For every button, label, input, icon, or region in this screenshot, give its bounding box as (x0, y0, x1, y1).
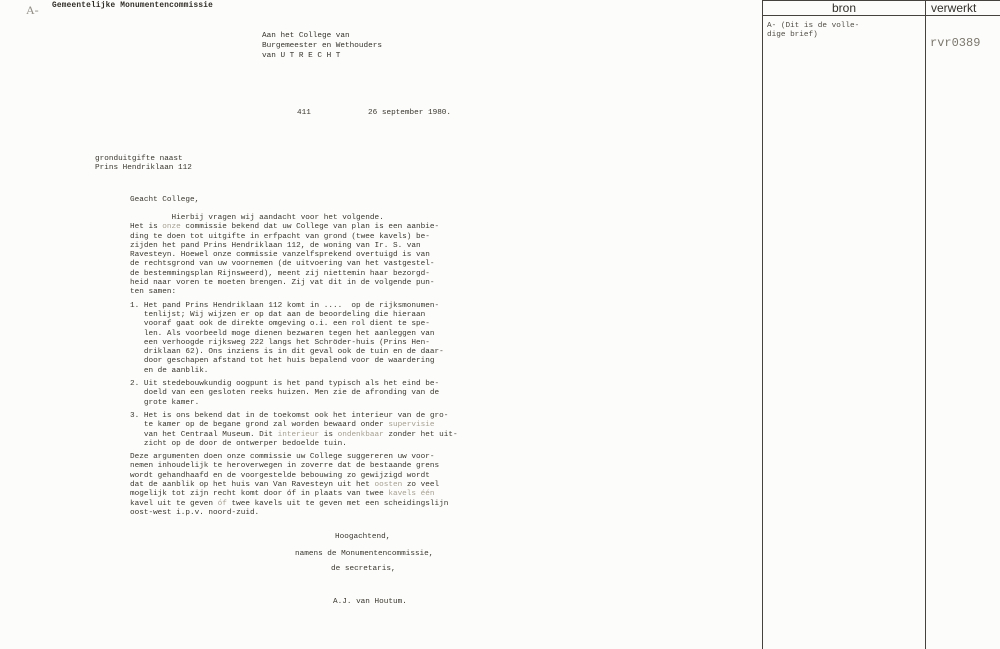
letter-paragraph (130, 214, 470, 298)
letter-line: Het is onze commissie bekend dat uw College van plan is een aanbie- (130, 223, 440, 232)
faint-typed-text: kavels één (388, 490, 435, 499)
letter-line: mogelijk tot zijn recht komt door óf in plaats van twee kavels één (130, 490, 435, 499)
letter-line: de rechtsgrond van uw voornemen (de uitvoering van het vastgestel- (130, 260, 435, 269)
letter-line: Hierbij vragen wij aandacht voor het volgende. (130, 214, 384, 222)
faint-typed-text: supervisie (388, 421, 435, 430)
letter-line: doeld van een gesloten reeks huizen. Men zie de afronding van de (130, 389, 440, 398)
letter-line: te kamer op de begane grond zal worden bewaard onder supervisie (130, 421, 435, 430)
letter-paragraph (130, 380, 470, 408)
letter-line: len. Als voorbeeld moge dienen bezwaren tegen het aanleggen van (130, 329, 435, 338)
addressee-block (262, 32, 382, 61)
addressee-line: van U T R E C H T (262, 51, 341, 60)
letter-line: grote kamer. (130, 398, 200, 407)
letter-line: heid naar voren te moeten brengen. Zij vat dit in de volgende pun- (130, 279, 435, 288)
faint-typed-text: oosten (374, 481, 403, 490)
letter-line: de bestemmingsplan Rijnsweerd), meent zij niettemin haar bezorgd- (130, 269, 430, 278)
signature-on-behalf: namens de Monumentencommissie, (295, 550, 434, 558)
salutation: Geacht College, (130, 196, 200, 204)
addressee-line: Aan het College van (262, 32, 350, 40)
letterhead: Gemeentelijke Monumentencommissie (52, 2, 214, 10)
letter-line: oost-west i.p.v. noord-zuid. (130, 508, 260, 517)
column-header-bron: bron (831, 1, 857, 15)
letter-line: 1. Het pand Prins Hendriklaan 112 komt in .... op de rijksmonumen- (130, 301, 440, 310)
subject-line: Prins Hendriklaan 112 (95, 164, 192, 173)
faint-typed-text: onze (162, 223, 181, 232)
margin-annotation-a: A- (26, 3, 39, 17)
letter-line: en de aanblik. (130, 366, 209, 375)
letter-line: wordt gehandhaafd en de voorgestelde bebouwing zo gewijzigd wordt (130, 471, 430, 480)
letter-date: 26 september 1980. (368, 109, 452, 117)
bron-cell-note (767, 22, 859, 41)
letter-paragraph (130, 302, 470, 376)
faint-typed-text: óf (217, 499, 227, 508)
addressee-line: Burgemeester en Wethouders (262, 41, 382, 50)
valediction: Hoogachtend, (335, 533, 391, 541)
letter-line: dat de aanblik op het huis van Van Ravesteyn uit het oosten zo veel (130, 481, 440, 490)
bron-note-line: dige brief) (767, 31, 818, 40)
letter-line: vooraf gaat ook de direkte omgeving o.i. een rol dient te spe- (130, 320, 430, 329)
letter-body (130, 214, 470, 518)
letter-line: driklaan 62). Ons inziens is in dit geval ook de tuin en de daar- (130, 348, 444, 357)
table-column-divider (925, 1, 926, 649)
letter-line: ding te doen tot uitgifte in erfpacht van grond (twee kavels) be- (130, 232, 430, 241)
letter-line: zijden het pand Prins Hendriklaan 112, de woning van Ir. S. van (130, 241, 421, 250)
table-header-row (763, 1, 1000, 16)
bron-note-line: A- (Dit is de volle- (767, 22, 860, 30)
letter-line: Ravesteyn. Hoewel onze commissie vanzelfsprekend overtuigd is van (130, 251, 430, 260)
annotation-table (762, 0, 1000, 649)
reference-number: 411 (297, 109, 311, 117)
signature-role: de secretaris, (331, 565, 396, 573)
letter-line: Deze argumenten doen onze commissie uw College suggereren uw voor- (130, 453, 435, 462)
faint-typed-text: ondenkbaar (337, 430, 384, 439)
letter-line: 3. Het is ons bekend dat in de toekomst ook het interieur van de gro- (130, 411, 449, 420)
letter-line: tenlijst; Wij wijzen er op dat aan de beoordeling die hieraan (130, 310, 426, 319)
letter-line: van het Centraal Museum. Dit interieur is ondenkbaar zonder het uit- (130, 430, 458, 439)
letter-line: nemen inhoudelijk te heroverwegen in zoverre dat de bestaande grens (130, 462, 440, 471)
subject-block (95, 155, 192, 173)
letter-line: zicht op de door de ontwerper bedoelde tuin. (130, 439, 347, 448)
signature-name: A.J. van Houtum. (333, 598, 407, 606)
faint-typed-text: interieur (277, 430, 320, 439)
letter-paragraph (130, 412, 470, 449)
letter-line: een verhoogde rijksweg 222 langs het Schröder-huis (Prins Hen- (130, 338, 430, 347)
subject-line: gronduitgifte naast (95, 155, 183, 163)
letter-line: door geschapen afstand tot het huis bepalend voor de waardering (130, 357, 435, 366)
letter-paragraph (130, 453, 470, 518)
verwerkt-cell-value: rvr0389 (930, 36, 981, 50)
column-header-verwerkt: verwerkt (931, 1, 977, 15)
letter-line: 2. Uit stedebouwkundig oogpunt is het pand typisch als het eind be- (130, 380, 440, 389)
letter-line: kavel uit te geven óf twee kavels uit te geven met een scheidingslijn (130, 499, 449, 508)
letter-line: ten samen: (130, 288, 177, 297)
